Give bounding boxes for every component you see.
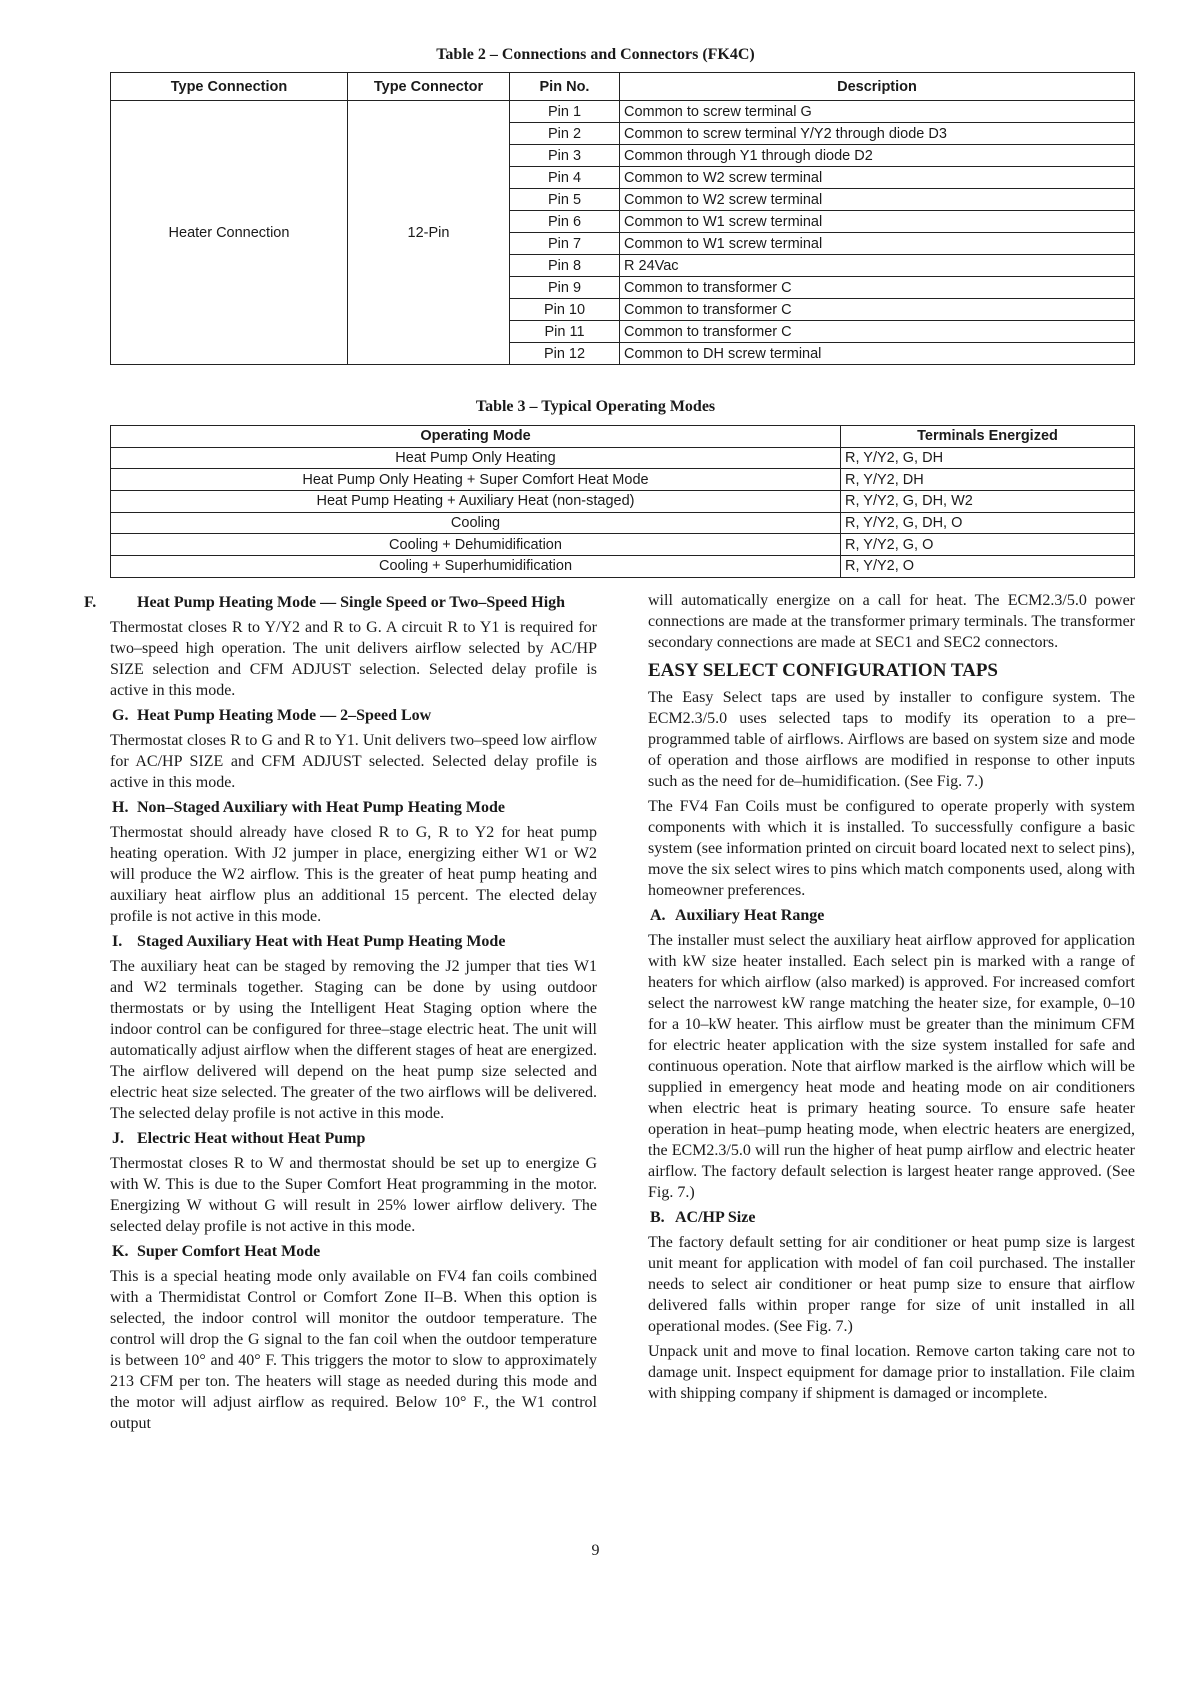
pin-cell: Pin 1 <box>510 101 620 123</box>
easy-select-paragraph-1: The Easy Select taps are used by installer to configure system. The ECM2.3/5.0 uses selected taps to modify its operation to a pre–programmed table of airflows. Airflows are based on system size and mode of operation and those airflows are modified in response to other inputs such as the need for de–humidification. (See Fig. 7.) <box>648 689 1135 790</box>
section-i-heading <box>110 931 597 952</box>
description-cell: Common to screw terminal Y/Y2 through diode D3 <box>620 123 1135 145</box>
section-title: Staged Auxiliary Heat with Heat Pump Heating Mode <box>137 933 506 950</box>
continuation-paragraph: will automatically energize on a call for heat. The ECM2.3/5.0 power connections are made at the transformer primary terminals. The transformer secondary connections are made at SEC1 and SEC2 connectors. <box>648 592 1135 651</box>
description-cell: R 24Vac <box>620 255 1135 277</box>
section-b-body: The factory default setting for air conditioner or heat pump size is largest unit meant for application with model of fan coil purchased. The installer needs to select air conditioner or heat pump size to ensure that airflow delivered falls within proper range for size of unit installed in all operational modes. (See Fig. 7.) <box>648 1234 1135 1335</box>
unpack-paragraph: Unpack unit and move to final location. Remove carton taking care not to damage unit. Inspect equipment for damage prior to installation. File claim with shipping company if shipment is damaged or incomplete. <box>648 1343 1135 1402</box>
terminals-cell: R, Y/Y2, G, DH <box>841 447 1135 469</box>
section-g-heading <box>110 705 597 726</box>
mode-cell: Cooling <box>111 512 841 534</box>
description-cell: Common to DH screw terminal <box>620 343 1135 365</box>
description-cell: Common to W2 screw terminal <box>620 167 1135 189</box>
page-number: 9 <box>591 1542 600 1559</box>
section-letter: K. <box>112 1243 129 1260</box>
table-row <box>111 447 1135 469</box>
col-header-operating-mode: Operating Mode <box>111 426 841 448</box>
mode-cell: Cooling + Dehumidification <box>111 534 841 556</box>
description-cell: Common to transformer C <box>620 299 1135 321</box>
right-column <box>648 590 1135 1408</box>
pin-cell: Pin 2 <box>510 123 620 145</box>
pin-cell: Pin 11 <box>510 321 620 343</box>
connections-table <box>110 72 1135 365</box>
description-cell: Common to W2 screw terminal <box>620 189 1135 211</box>
description-cell: Common to transformer C <box>620 277 1135 299</box>
section-k-heading <box>110 1241 597 1262</box>
section-title: Auxiliary Heat Range <box>675 907 825 924</box>
pin-cell: Pin 7 <box>510 233 620 255</box>
section-j-body: Thermostat closes R to W and thermostat should be set up to energize G with W. This is due to the Super Comfort Heat programming in the motor. Energizing W without G will result in 25% lower airflow delivery. The selected delay profile is not active in this mode. <box>110 1155 597 1235</box>
section-title: Non–Staged Auxiliary with Heat Pump Heating Mode <box>137 799 506 816</box>
pin-cell: Pin 4 <box>510 167 620 189</box>
section-k-body: This is a special heating mode only available on FV4 fan coils combined with a Thermidistat Control or Comfort Zone II–B. When this option is selected, the indoor control will monitor the outdoor temperature. The control will drop the G signal to the fan coil when the outdoor temperature is between 10° and 40° F. This triggers the motor to slow to approximately 213 CFM per ton. The heaters will stage as needed during this mode and the motor will adjust airflow as required. Below 10° F., the W1 control output <box>110 1268 597 1432</box>
pin-cell: Pin 10 <box>510 299 620 321</box>
section-h-body: Thermostat should already have closed R to G, R to Y2 for heat pump heating operation. With J2 jumper in place, energizing either W1 or W2 will produce the W2 airflow. This is the greater of heat pump heating and auxiliary heat airflow plus an additional 15 percent. The elected delay profile is not active in this mode. <box>110 824 597 925</box>
type-connection-cell: Heater Connection <box>111 101 348 365</box>
col-header-pin-no: Pin No. <box>510 73 620 101</box>
section-letter: H. <box>112 799 129 816</box>
mode-cell: Heat Pump Heating + Auxiliary Heat (non-staged) <box>111 491 841 513</box>
col-header-type-connection: Type Connection <box>111 73 348 101</box>
table-row <box>111 556 1135 578</box>
pin-cell: Pin 8 <box>510 255 620 277</box>
section-title: AC/HP Size <box>675 1209 756 1226</box>
operating-modes-table <box>110 425 1135 578</box>
col-header-type-connector: Type Connector <box>348 73 510 101</box>
section-h-heading <box>110 797 597 818</box>
section-f-heading <box>84 592 597 613</box>
table-row <box>111 491 1135 513</box>
terminals-cell: R, Y/Y2, O <box>841 556 1135 578</box>
section-title: Heat Pump Heating Mode — Single Speed or Two–Speed High <box>137 594 566 611</box>
section-title: Heat Pump Heating Mode — 2–Speed Low <box>137 707 432 724</box>
description-cell: Common to W1 screw terminal <box>620 211 1135 233</box>
description-cell: Common to screw terminal G <box>620 101 1135 123</box>
pin-cell: Pin 5 <box>510 189 620 211</box>
table-row <box>111 469 1135 491</box>
table-row <box>111 512 1135 534</box>
mode-cell: Heat Pump Only Heating + Super Comfort Heat Mode <box>111 469 841 491</box>
pin-cell: Pin 3 <box>510 145 620 167</box>
section-f-body: Thermostat closes R to Y/Y2 and R to G. A circuit R to Y1 is required for two–speed high operation. The unit delivers airflow selected by AC/HP SIZE selection and CFM ADJUST selection. Selected delay profile is active in this mode. <box>110 619 597 699</box>
table-row <box>111 101 1135 123</box>
terminals-cell: R, Y/Y2, G, DH, W2 <box>841 491 1135 513</box>
section-letter: F. <box>84 594 97 611</box>
type-connector-cell: 12-Pin <box>348 101 510 365</box>
section-i-body: The auxiliary heat can be staged by removing the J2 jumper that ties W1 and W2 terminals together. Staging can be done by using outdoor thermostats or by using the Intelligent Heat Staging option where the indoor control can be configured for three–stage electric heat. The unit will automatically adjust airflow when the different stages of heat are energized. The airflow delivered will depend on the heat pump size selected and electric heat size selected. The greater of the two airflows will be delivered. The selected delay profile is not active in this mode. <box>110 958 597 1122</box>
section-b-heading <box>648 1207 1135 1228</box>
section-letter: A. <box>650 907 666 924</box>
mode-cell: Cooling + Superhumidification <box>111 556 841 578</box>
col-header-terminals-energized: Terminals Energized <box>841 426 1135 448</box>
description-cell: Common to W1 screw terminal <box>620 233 1135 255</box>
pin-cell: Pin 12 <box>510 343 620 365</box>
mode-cell: Heat Pump Only Heating <box>111 447 841 469</box>
section-a-heading <box>648 905 1135 926</box>
terminals-cell: R, Y/Y2, G, DH, O <box>841 512 1135 534</box>
section-g-body: Thermostat closes R to G and R to Y1. Unit delivers two–speed low airflow for AC/HP SIZE and CFM ADJUST selected. Selected delay profile is active in this mode. <box>110 732 597 791</box>
table3-caption: Table 3 – Typical Operating Modes <box>475 398 716 415</box>
section-letter: J. <box>112 1130 124 1147</box>
col-header-description: Description <box>620 73 1135 101</box>
section-a-body: The installer must select the auxiliary heat airflow approved for application with kW size heater installed. Each select pin is marked with a range of heaters for which airflow (also marked) is approved. For increased comfort select the narrowest kW range matching the heater size, for example, 0–10 for a 10–kW heater. This airflow must be greater than the minimum CFM for electric heater application with the size system installed for safe and continuous operation. Note that airflow marked is the airflow which will be supplied in emergency heat mode and heating mode on air conditioners when electric heat is primary heating source. To ensure safe heater operation in heat–pump heating mode, when electric heaters are energized, the ECM2.3/5.0 will run the higher of heat pump airflow and electric heater airflow. The factory default selection is largest heater range approved. (See Fig. 7.) <box>648 932 1135 1201</box>
easy-select-paragraph-2: The FV4 Fan Coils must be configured to operate properly with system components with which it is installed. To successfully configure a basic system (see information printed on circuit board located next to select pins), move the six select wires to pins which match components used, along with homeowner preferences. <box>648 798 1135 899</box>
section-letter: I. <box>112 933 123 950</box>
section-letter: B. <box>650 1209 665 1226</box>
table2-caption: Table 2 – Connections and Connectors (FK4C) <box>436 46 755 63</box>
left-column <box>84 590 597 1438</box>
description-cell: Common through Y1 through diode D2 <box>620 145 1135 167</box>
terminals-cell: R, Y/Y2, G, O <box>841 534 1135 556</box>
easy-select-heading: EASY SELECT CONFIGURATION TAPS <box>648 660 998 681</box>
pin-cell: Pin 6 <box>510 211 620 233</box>
table-row <box>111 534 1135 556</box>
section-title: Electric Heat without Heat Pump <box>137 1130 366 1147</box>
section-j-heading <box>110 1128 597 1149</box>
section-title: Super Comfort Heat Mode <box>137 1243 321 1260</box>
section-letter: G. <box>112 707 129 724</box>
terminals-cell: R, Y/Y2, DH <box>841 469 1135 491</box>
pin-cell: Pin 9 <box>510 277 620 299</box>
description-cell: Common to transformer C <box>620 321 1135 343</box>
